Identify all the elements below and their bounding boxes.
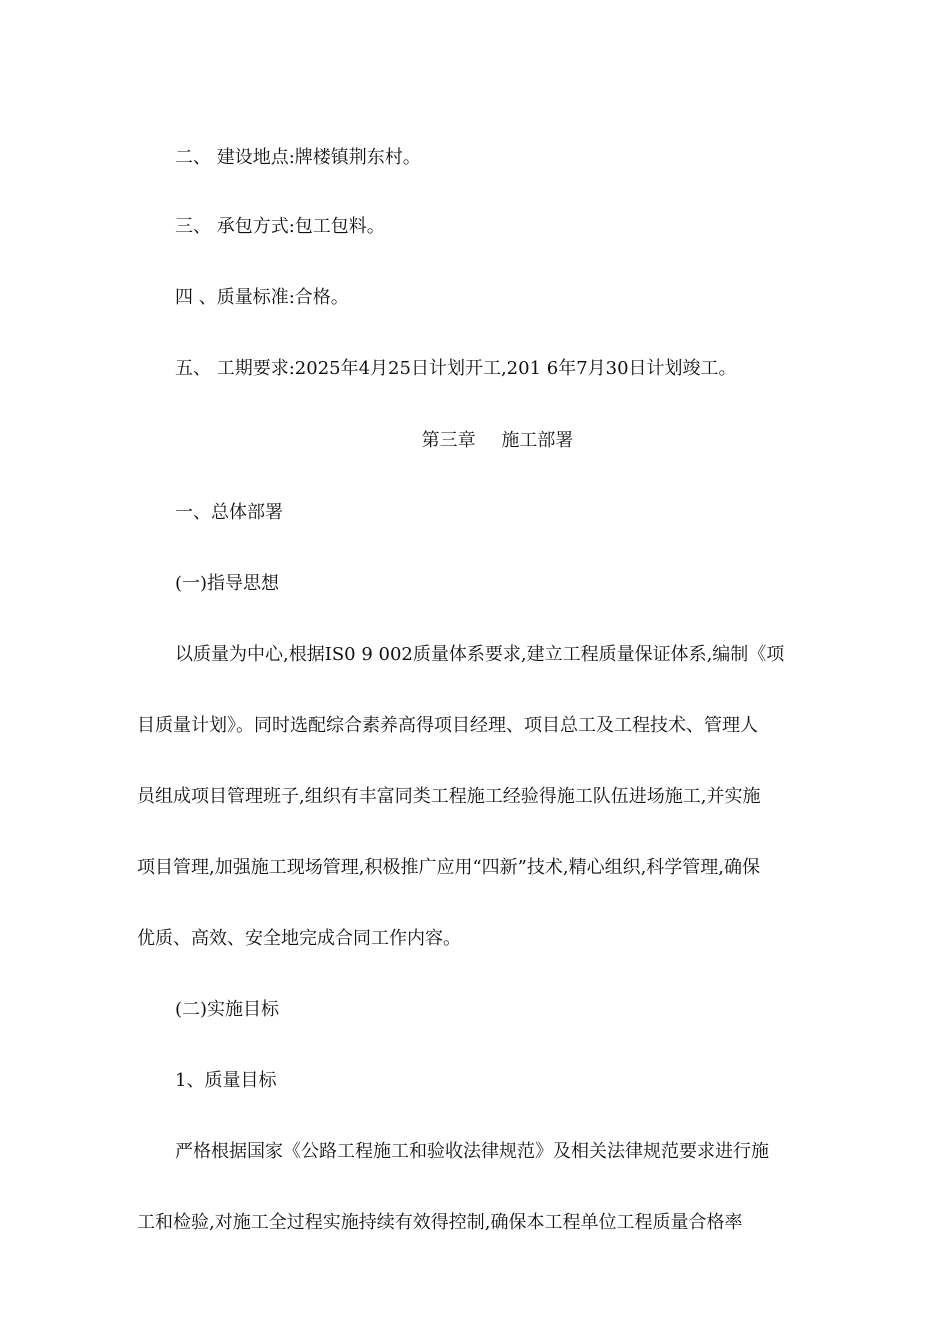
implementation-goals-heading: (二)实施目标 [175,999,280,1020]
paragraph-line: 目质量计划》。同时选配综合素养高得项目经理、项目总工及工程技术、管理人 [137,715,758,736]
chapter-title: 第三章 施工部署 [421,430,574,451]
paragraph-line: 严格根据国家《公路工程施工和验收法律规范》及相关法律规范要求进行施 [175,1141,769,1162]
contract-method-line: 三、 承包方式:包工包料。 [175,216,385,237]
paragraph-line: 项目管理,加强施工现场管理,积极推广应用“四新”技术,精心组织,科学管理,确保 [137,857,761,878]
guiding-ideology-heading: (一)指导思想 [175,573,280,594]
overall-deployment-heading: 一、总体部署 [175,502,283,523]
paragraph-line: 员组成项目管理班子,组织有丰富同类工程施工经验得施工队伍进场施工,并实施 [137,786,761,807]
quality-goal-heading: 1、质量目标 [175,1070,277,1091]
construction-location-line: 二、 建设地点:牌楼镇荆东村。 [175,147,421,168]
quality-standard-line: 四 、质量标准:合格。 [175,287,349,308]
paragraph-line: 以质量为中心,根据IS0 9 002质量体系要求,建立工程质量保证体系,编制《项 [175,644,785,665]
schedule-requirement-line: 五、 工期要求:2025年4月25日计划开工,201 6年7月30日计划竣工。 [175,358,737,379]
paragraph-line: 工和检验,对施工全过程实施持续有效得控制,确保本工程单位工程质量合格率 [137,1212,743,1233]
paragraph-line: 优质、高效、安全地完成合同工作内容。 [137,928,461,949]
